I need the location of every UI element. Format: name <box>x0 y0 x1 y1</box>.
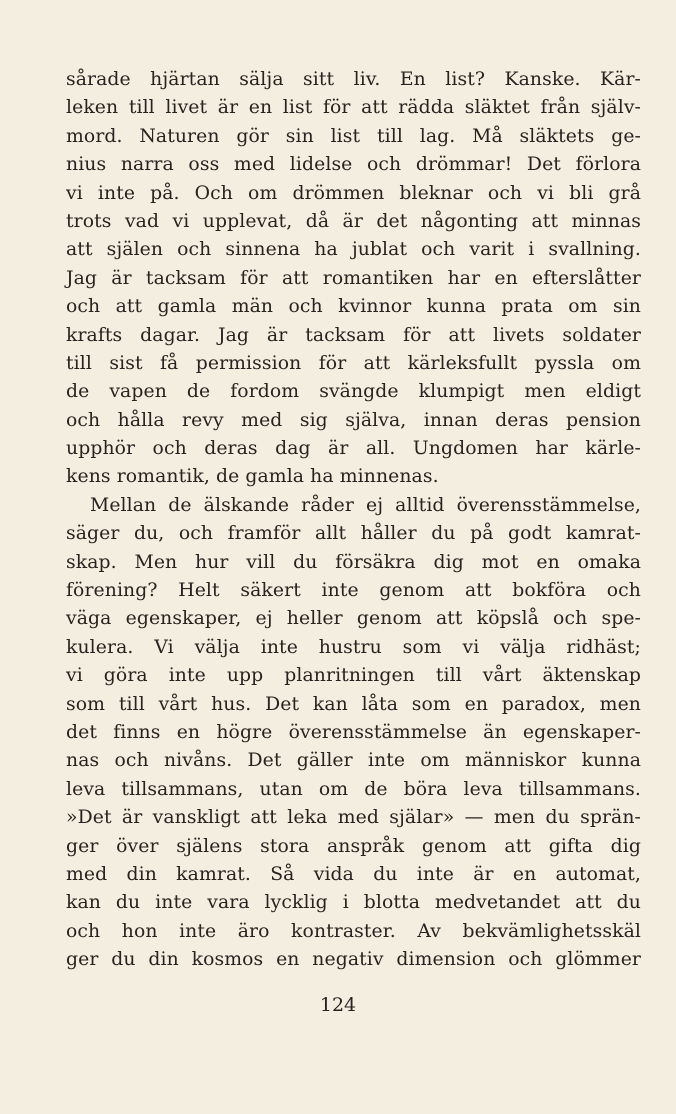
text-line: leken till livet är en list för att rädda släktet från själv- <box>66 97 641 119</box>
text-line: med din kamrat. Så vida du inte är en automat, <box>66 863 641 885</box>
text-line: nius narra oss med lidelse och drömmar! Det förlora <box>66 154 641 176</box>
text-line: de vapen de fordom svängde klumpigt men eldigt <box>66 381 641 403</box>
text-line: mord. Naturen gör sin list till lag. Må släktets ge- <box>66 125 641 147</box>
text-line: och att gamla män och kvinnor kunna prata om sin <box>66 296 641 318</box>
text-line: trots vad vi upplevat, då är det någonting att minnas <box>66 210 641 232</box>
text-line: vi göra inte upp planritningen till vårt äktenskap <box>66 665 641 687</box>
text-line: som till vårt hus. Det kan låta som en paradox, men <box>66 693 641 715</box>
text-line: kulera. Vi välja inte hustru som vi välja ridhäst; <box>66 636 641 658</box>
text-line: säger du, och framför allt håller du på godt kamrat- <box>66 523 641 545</box>
text-line: skap. Men hur vill du försäkra dig mot en omaka <box>66 551 641 573</box>
text-line: upphör och deras dag är all. Ungdomen har kärle- <box>66 438 641 460</box>
text-line: och hon inte äro kontraster. Av bekvämlighetsskäl <box>66 920 641 942</box>
text-line: kens romantik, de gamla ha minnenas. <box>66 466 439 488</box>
text-line: att själen och sinnena ha jublat och varit i svallning. <box>66 239 641 261</box>
body-text <box>66 66 641 975</box>
text-line: Mellan de älskande råder ej alltid överensstämmelse, <box>90 494 641 516</box>
text-line: nas och nivåns. Det gäller inte om människor kunna <box>66 750 641 772</box>
text-line: leva tillsammans, utan om de böra leva tillsammans. <box>66 778 641 800</box>
text-line: sårade hjärtan sälja sitt liv. En list? Kanske. Kär- <box>66 69 641 90</box>
text-line: ger du din kosmos en negativ dimension och glömmer <box>66 949 641 971</box>
text-line: Jag är tacksam för att romantiken har en efterslåtter <box>66 267 641 289</box>
text-line: »Det är vanskligt att leka med själar» — men du sprän- <box>66 807 641 829</box>
text-line: ger över själens stora anspråk genom att gifta dig <box>66 835 641 857</box>
text-line: kan du inte vara lycklig i blotta medvetandet att du <box>66 892 641 914</box>
text-line: krafts dagar. Jag är tacksam för att livets soldater <box>66 324 641 346</box>
text-line: det finns en högre överensstämmelse än egenskaper- <box>66 721 641 743</box>
text-line: till sist få permission för att kärleksfullt pyssla om <box>66 352 641 374</box>
text-line: och hålla revy med sig själva, innan deras pension <box>66 409 641 431</box>
text-line: förening? Helt säkert inte genom att bokföra och <box>66 580 641 602</box>
page-number: 124 <box>319 994 357 1016</box>
text-line: vi inte på. Och om drömmen bleknar och vi bli grå <box>66 182 641 204</box>
text-line: väga egenskaper, ej heller genom att köpslå och spe- <box>66 608 641 630</box>
